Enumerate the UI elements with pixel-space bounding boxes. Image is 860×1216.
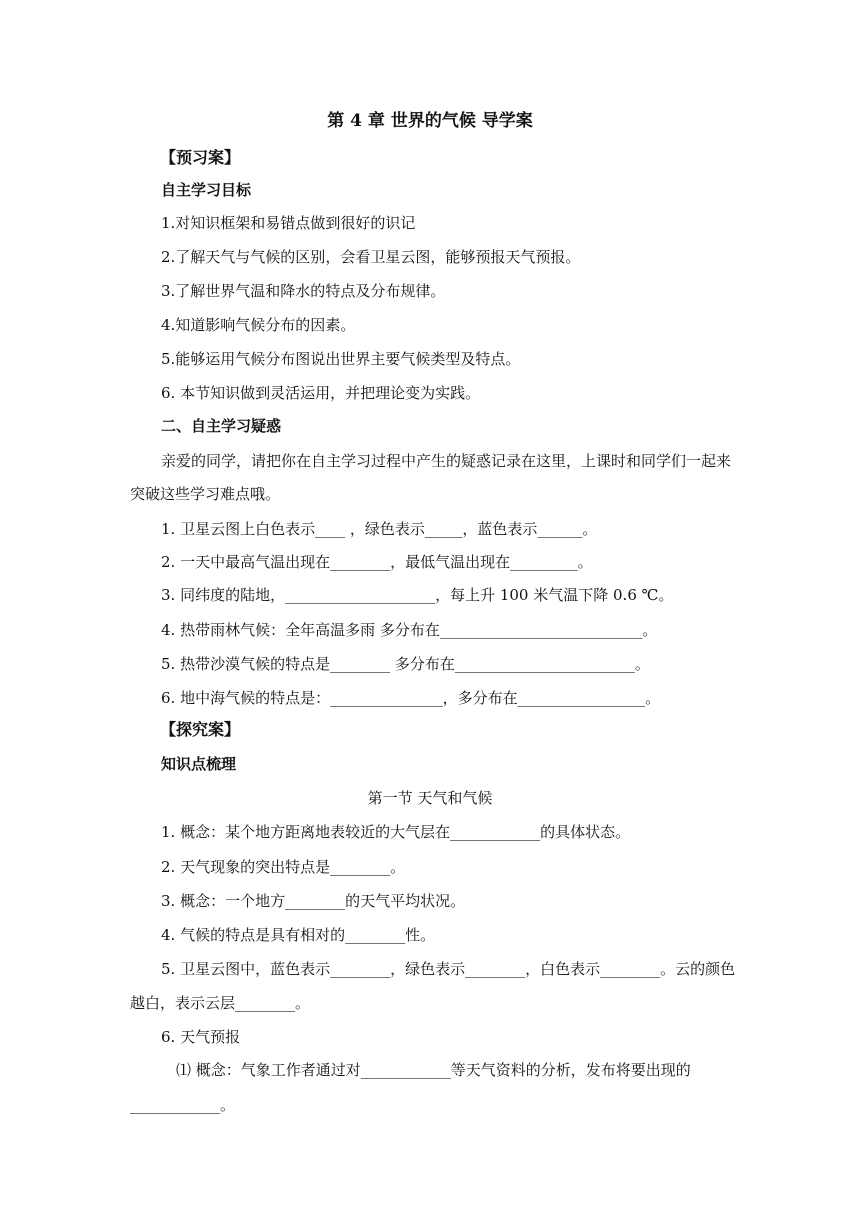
goal-item: 5.能够运用气候分布图说出世界主要气候类型及特点。 xyxy=(161,350,521,368)
doubts-heading: 二、自主学习疑惑 xyxy=(161,417,282,435)
knowledge-item: 2. 天气现象的突出特点是________。 xyxy=(161,858,406,876)
doubts-intro-continued: 突破这些学习难点哦。 xyxy=(130,485,281,503)
question-item: 1. 卫星云图上白色表示____ ，绿色表示_____，蓝色表示______。 xyxy=(161,520,598,538)
knowledge-item: 6. 天气预报 xyxy=(161,1028,241,1046)
explore-heading: 【探究案】 xyxy=(160,720,241,739)
knowledge-item: 1. 概念：某个地方距离地表较近的大气层在____________的具体状态。 xyxy=(161,823,631,841)
question-item: 3. 同纬度的陆地，____________________，每上升 100 米气温下降 0.6 ℃。 xyxy=(161,586,674,604)
doubts-intro: 亲爱的同学，请把你在自主学习过程中产生的疑惑记录在这里，上课时和同学们一起来 xyxy=(161,452,732,470)
question-item: 6. 地中海气候的特点是：_______________，多分布在_________________。 xyxy=(161,689,661,707)
knowledge-item: 3. 概念：一个地方________的天气平均状况。 xyxy=(161,892,466,910)
goal-item: 3.了解世界气温和降水的特点及分布规律。 xyxy=(161,282,446,300)
goal-item: 2.了解天气与气候的区别，会看卫星云图，能够预报天气预报。 xyxy=(161,248,581,266)
knowledge-item: 5. 卫星云图中，蓝色表示________，绿色表示________，白色表示________。云的颜色 xyxy=(161,960,736,978)
knowledge-subitem-continued: ____________。 xyxy=(130,1096,236,1114)
goals-heading: 自主学习目标 xyxy=(161,181,252,199)
knowledge-item: 4. 气候的特点是具有相对的________性。 xyxy=(161,926,436,944)
question-item: 4. 热带雨林气候：全年高温多雨 多分布在___________________________。 xyxy=(161,621,658,639)
knowledge-item-continued: 越白，表示云层________。 xyxy=(130,994,311,1012)
question-item: 5. 热带沙漠气候的特点是________ 多分布在________________________。 xyxy=(161,655,650,673)
goal-item: 4.知道影响气候分布的因素。 xyxy=(161,316,356,334)
section-title: 第一节 天气和气候 xyxy=(367,789,493,807)
goal-item: 1.对知识框架和易错点做到很好的识记 xyxy=(161,214,416,232)
knowledge-subitem: ⑴ 概念：气象工作者通过对____________等天气资料的分析，发布将要出现的 xyxy=(176,1061,691,1079)
knowledge-heading: 知识点梳理 xyxy=(161,755,237,773)
preview-heading: 【预习案】 xyxy=(160,148,241,167)
goal-item: 6. 本节知识做到灵活运用，并把理论变为实践。 xyxy=(161,384,481,402)
question-item: 2. 一天中最高气温出现在________，最低气温出现在_________。 xyxy=(161,553,593,571)
document-title: 第 4 章 世界的气候 导学案 xyxy=(327,111,533,131)
